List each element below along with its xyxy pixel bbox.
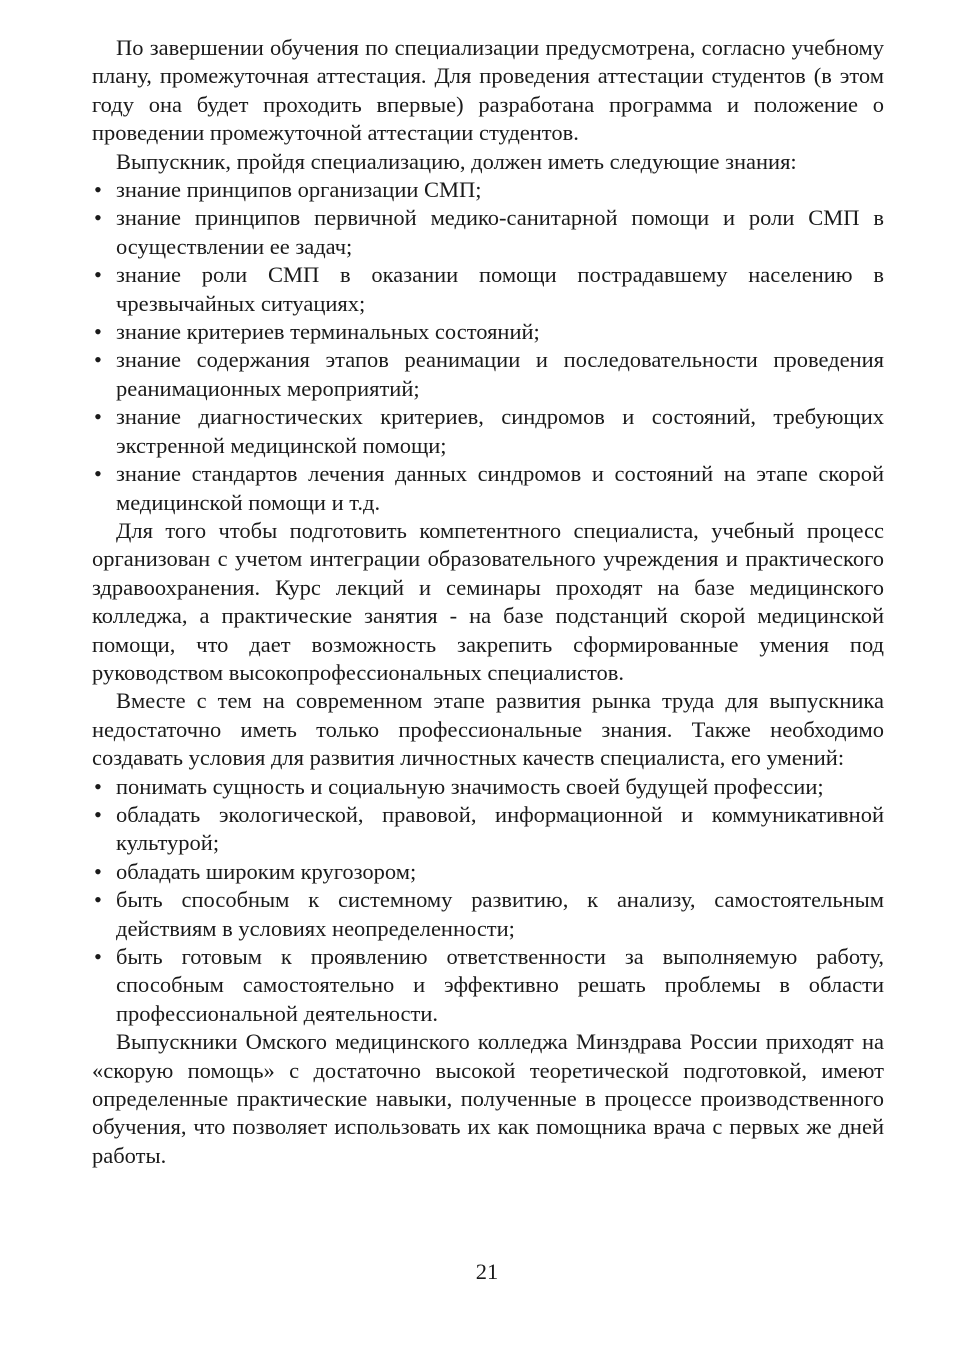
paragraph-education-process: Для того чтобы подготовить компетентного специалиста, учебный процесс организован с учетом интеграции образовательного учреждения и практического здравоохранения. Курс лекций и семинары проходят на базе медицинского колледжа, а практические занятия - на базе подстанций скорой медицинской помощи, что дает возможность закрепить сформированные умения под руководством высокопрофессиональных специалистов. [92, 517, 884, 685]
list-item-text: знание принципов организации СМП; [116, 177, 482, 203]
list-item-text: знание роли СМП в оказании помощи пострадавшему населению в чрезвычайных ситуациях; [116, 262, 884, 316]
bullet-icon: • [94, 944, 102, 969]
list-item [92, 261, 884, 318]
list-item [92, 176, 884, 204]
bullet-icon: • [94, 773, 102, 799]
list-item-text: знание принципов первичной медико-санитарной помощи и роли СМП в осуществлении ее задач; [116, 205, 884, 259]
page-number: 21 [475, 1259, 499, 1284]
list-item [92, 403, 884, 460]
list-item-text: знание содержания этапов реанимации и последовательности проведения реанимационных мероприятий; [116, 347, 884, 401]
paragraph-skills-intro: Вместе с тем на современном этапе развития рынка труда для выпускника недостаточно иметь только профессиональные знания. Также необходимо создавать условия для развития личностных качеств специалиста, его умений: [92, 688, 884, 771]
list-item-text: обладать экологической, правовой, информационной и коммуникативной культурой; [116, 801, 884, 856]
list-item [92, 943, 884, 1028]
knowledge-list [92, 176, 884, 517]
skills-list [92, 773, 884, 1029]
list-item-text: знание стандартов лечения данных синдромов и состояний на этапе скорой медицинской помощи и т.д. [116, 461, 884, 515]
list-item-text: знание диагностических критериев, синдромов и состояний, требующих экстренной медицинской помощи; [116, 404, 884, 458]
bullet-icon: • [94, 319, 102, 345]
list-item-text: обладать широким кругозором; [116, 858, 417, 884]
list-item-text: понимать сущность и социальную значимость своей будущей профессии; [116, 773, 824, 799]
body-text [92, 34, 884, 1170]
list-item-text: быть готовым к проявлению ответственности за выполняемую работу, способным самостоятельно и эффективно решать проблемы в области профессиональной деятельности. [116, 944, 884, 1026]
bullet-icon: • [94, 262, 102, 288]
bullet-icon: • [94, 887, 102, 913]
list-item [92, 318, 884, 346]
bullet-icon: • [94, 801, 102, 827]
bullet-icon: • [94, 461, 102, 487]
paragraph-attestation: По завершении обучения по специализации предусмотрена, согласно учебному плану, промежуточная аттестация. Для проведения аттестации студентов (в этом году она будет проходить впервые) разработана программа и положение о проведении промежуточной аттестации студентов. [92, 35, 884, 146]
bullet-icon: • [94, 404, 102, 430]
bullet-icon: • [94, 858, 102, 884]
bullet-icon: • [94, 205, 102, 231]
bullet-icon: • [94, 347, 102, 373]
list-item-text: быть способным к системному развитию, к анализу, самостоятельным действиям в условиях неопределенности; [116, 887, 884, 941]
list-item [92, 460, 884, 517]
paragraph-knowledge-intro: Выпускник, пройдя специализацию, должен иметь следующие знания: [116, 148, 797, 174]
list-item-text: знание критериев терминальных состояний; [116, 319, 540, 345]
list-item [92, 801, 884, 858]
list-item [92, 886, 884, 943]
list-item [92, 346, 884, 403]
bullet-icon: • [94, 177, 102, 203]
list-item [92, 204, 884, 261]
paragraph-graduates: Выпускники Омского медицинского колледжа Минздрава России приходят на «скорую помощь» с достаточно высокой теоретической подготовкой, имеют определенные практические навыки, полученные в процессе производственного обучения, что позволяет использовать их как помощника врача с первых же дней работы. [92, 1029, 884, 1168]
list-item [92, 773, 884, 801]
list-item [92, 858, 884, 886]
